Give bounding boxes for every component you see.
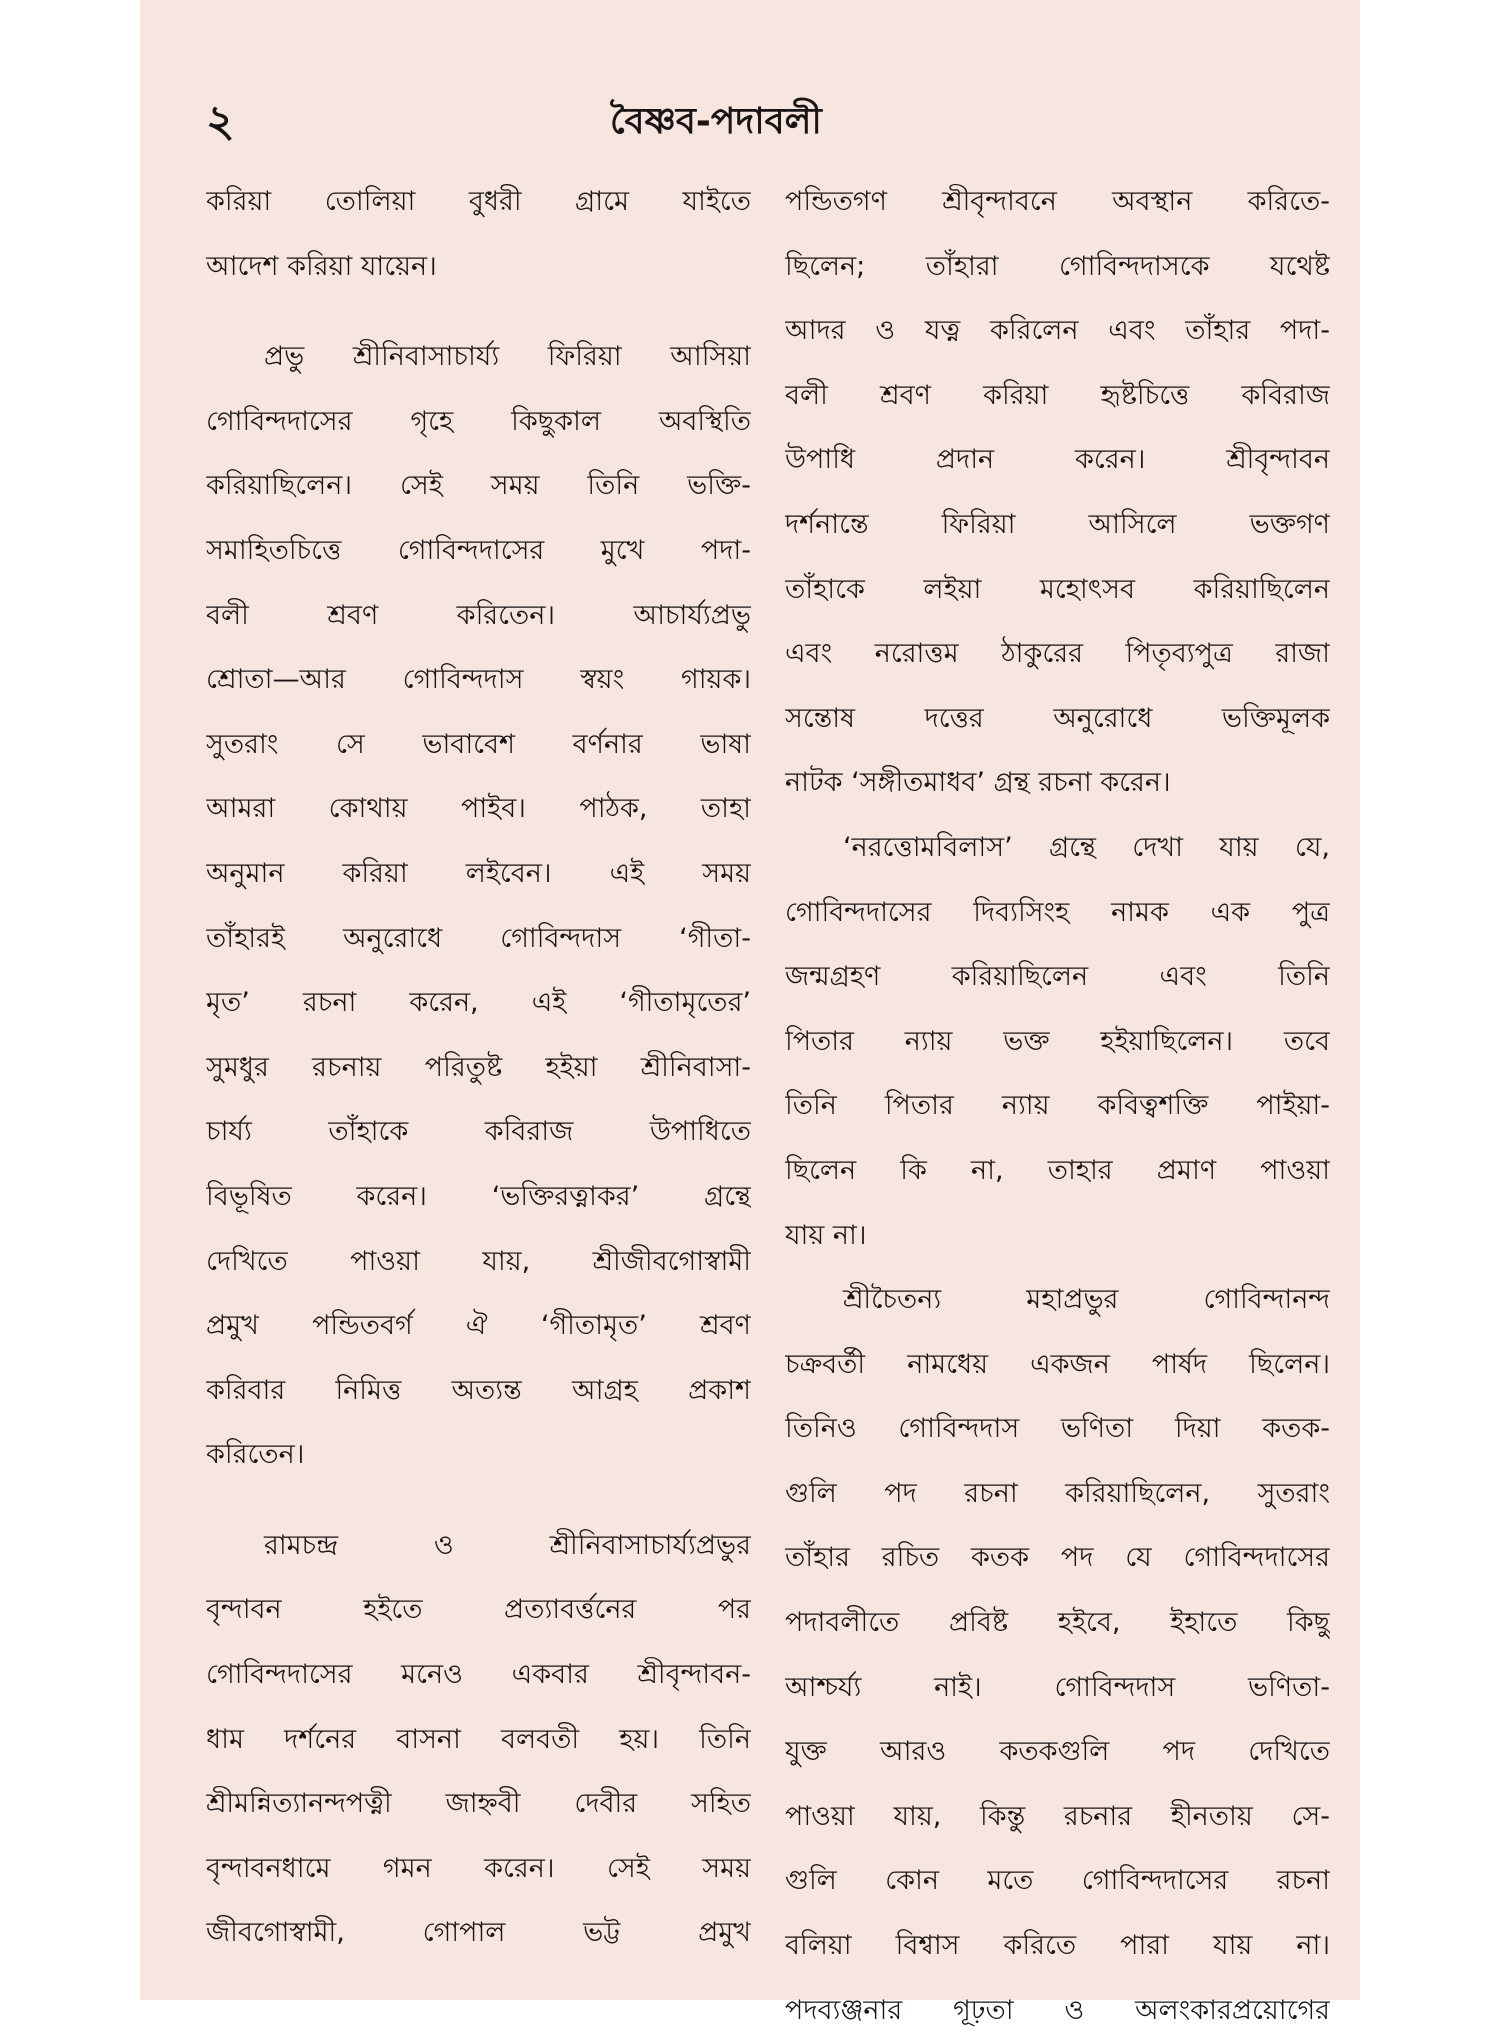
- text-line: শ্রোতা—আর গোবিন্দদাস স্বয়ং গায়ক।: [206, 664, 751, 696]
- text-line: সুমধুর রচনায় পরিতুষ্ট হইয়া শ্রীনিবাসা-: [206, 1051, 751, 1083]
- text-line: ‘নরত্তোমবিলাস’ গ্রন্থে দেখা যায় যে,: [843, 831, 1330, 863]
- text-line: শ্রীচৈতন্য মহাপ্রভুর গোবিন্দানন্দ: [843, 1284, 1330, 1316]
- text-line: পাওয়া যায়, কিন্তু রচনার হীনতায় সে-: [785, 1800, 1330, 1832]
- text-line: করিয়াছিলেন। সেই সময় তিনি ভক্তি-: [206, 470, 751, 502]
- text-line: বলিয়া বিশ্বাস করিতে পারা যায় না।: [785, 1930, 1330, 1962]
- text-line: গোবিন্দদাসের গৃহে কিছুকাল অবস্থিতি: [206, 405, 751, 437]
- text-line: বিভূষিত করেন। ‘ভক্তিরত্নাকর’ গ্রন্থে: [206, 1180, 751, 1212]
- text-line: পদব্যঞ্জনার গূঢ়তা ও অলংকারপ্রয়োগের: [785, 1994, 1330, 2026]
- text-line: তাঁহাকে লইয়া মহোৎসব করিয়াছিলেন: [785, 573, 1330, 605]
- text-line: গুলি পদ রচনা করিয়াছিলেন, সুতরাং: [785, 1477, 1330, 1509]
- text-line: শ্রীমন্নিত্যানন্দপত্নী জাহ্নবী দেবীর সহিত: [206, 1788, 751, 1820]
- text-line: সুতরাং সে ভাবাবেশ বর্ণনার ভাষা: [206, 728, 751, 760]
- text-line: ছিলেন; তাঁহারা গোবিন্দদাসকে যথেষ্ট: [785, 250, 1330, 282]
- text-line: দেখিতে পাওয়া যায়, শ্রীজীবগোস্বামী: [206, 1245, 751, 1277]
- text-line: পন্ডিতগণ শ্রীবৃন্দাবনে অবস্থান করিতে-: [785, 186, 1330, 217]
- text-line: ধাম দর্শনের বাসনা বলবতী হয়। তিনি: [206, 1723, 751, 1755]
- text-line: তাঁহারই অনুরোধে গোবিন্দদাস ‘গীতা-: [206, 922, 751, 954]
- text-line: পিতার ন্যায় ভক্ত হইয়াছিলেন। তবে: [785, 1025, 1330, 1057]
- text-line: বলী শ্রবণ করিতেন। আচার্য্যপ্রভু: [206, 599, 751, 631]
- right-column: [785, 170, 1330, 2043]
- text-line: জীবগোস্বামী, গোপাল ভট্ট প্রমুখ: [206, 1917, 751, 1949]
- paragraph-gap: [206, 1488, 751, 1514]
- text-line: দর্শনান্তে ফিরিয়া আসিলে ভক্তগণ: [785, 508, 1330, 540]
- text-line: আদর ও যত্ন করিলেন এবং তাঁহার পদা-: [785, 315, 1330, 347]
- paragraph-gap: [206, 299, 751, 325]
- text-line: বৃন্দাবন হইতে প্রত্যাবর্ত্তনের পর: [206, 1594, 751, 1626]
- text-line: বলী শ্রবণ করিয়া হৃষ্টচিত্তে কবিরাজ: [785, 379, 1330, 411]
- page-number: ২: [206, 96, 235, 147]
- text-line: পদাবলীতে প্রবিষ্ট হইবে, ইহাতে কিছু: [785, 1607, 1330, 1639]
- text-line: রামচন্দ্র ও শ্রীনিবাসাচার্য্যপ্রভুর: [264, 1529, 751, 1561]
- text-line: চক্রবর্তী নামধেয় একজন পার্ষদ ছিলেন।: [785, 1348, 1330, 1380]
- left-column: [206, 170, 751, 1966]
- text-line: তিনি পিতার ন্যায় কবিত্বশক্তি পাইয়া-: [785, 1090, 1330, 1122]
- text-line: করিবার নিমিত্ত অত্যন্ত আগ্রহ প্রকাশ: [206, 1374, 751, 1406]
- text-line: মৃত’ রচনা করেন, এই ‘গীতামৃতের’: [206, 987, 751, 1019]
- text-line: প্রমুখ পন্ডিতবর্গ ঐ ‘গীতামৃত’ শ্রবণ: [206, 1310, 751, 1342]
- text-line: গোবিন্দদাসের দিব্যসিংহ নামক এক পুত্র: [785, 896, 1330, 928]
- text-line: সমাহিতচিত্তে গোবিন্দদাসের মুখে পদা-: [206, 534, 751, 566]
- text-line: ছিলেন কি না, তাহার প্রমাণ পাওয়া: [785, 1154, 1330, 1186]
- text-line: গোবিন্দদাসের মনেও একবার শ্রীবৃন্দাবন-: [206, 1659, 751, 1691]
- text-line: যুক্ত আরও কতকগুলি পদ দেখিতে: [785, 1736, 1330, 1768]
- text-line: তাঁহার রচিত কতক পদ যে গোবিন্দদাসের: [785, 1542, 1330, 1574]
- text-line: প্রভু শ্রীনিবাসাচার্য্য ফিরিয়া আসিয়া: [264, 341, 751, 373]
- book-page: [140, 0, 1360, 2026]
- text-line: চার্য্য তাঁহাকে কবিরাজ উপাধিতে: [206, 1116, 751, 1148]
- text-line: করিয়া তোলিয়া বুধরী গ্রামে যাইতে: [206, 186, 751, 217]
- text-line: গুলি কোন মতে গোবিন্দদাসের রচনা: [785, 1865, 1330, 1897]
- text-line: যায় না।: [785, 1219, 867, 1251]
- running-header: বৈষ্ণব-পদাবলী: [610, 101, 822, 142]
- text-line: আদেশ করিয়া যায়েন।: [206, 250, 437, 282]
- text-line: করিতেন।: [206, 1439, 305, 1471]
- text-line: বৃন্দাবনধামে গমন করেন। সেই সময়: [206, 1852, 751, 1884]
- text-line: আমরা কোথায় পাইব। পাঠক, তাহা: [206, 793, 751, 825]
- text-line: এবং নরোত্তম ঠাকুরের পিতৃব্যপুত্র রাজা: [785, 638, 1330, 670]
- text-line: তিনিও গোবিন্দদাস ভণিতা দিয়া কতক-: [785, 1413, 1330, 1445]
- text-line: জন্মগ্রহণ করিয়াছিলেন এবং তিনি: [785, 961, 1330, 993]
- text-line: আশ্চর্য্য নাই। গোবিন্দদাস ভণিতা-: [785, 1671, 1330, 1703]
- text-line: নাটক ‘সঙ্গীতমাধব’ গ্রন্থ রচনা করেন।: [785, 767, 1171, 799]
- text-line: অনুমান করিয়া লইবেন। এই সময়: [206, 857, 751, 889]
- text-line: উপাধি প্রদান করেন। শ্রীবৃন্দাবন: [785, 444, 1330, 476]
- text-line: সন্তোষ দত্তের অনুরোধে ভক্তিমূলক: [785, 702, 1330, 734]
